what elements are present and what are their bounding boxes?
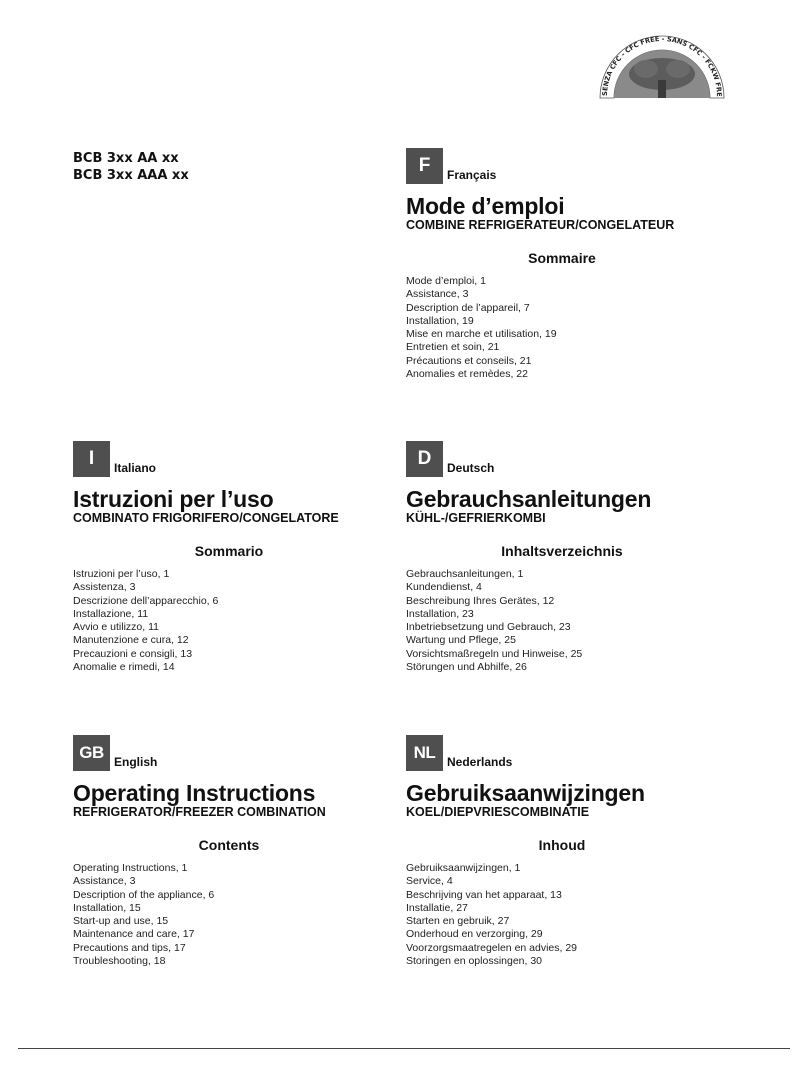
language-header — [406, 148, 746, 186]
section-italiano — [73, 441, 413, 674]
toc-item: Maintenance and care, 17 — [73, 928, 195, 941]
manual-title: Operating Instructions — [73, 780, 316, 806]
model-list — [73, 150, 189, 184]
toc-item: Installazione, 11 — [73, 607, 149, 620]
manual-title: Gebruiksaanwijzingen — [406, 780, 645, 806]
toc-item: Inbetriebsetzung und Gebrauch, 23 — [406, 621, 571, 634]
toc-item: Onderhoud en verzorging, 29 — [406, 928, 543, 941]
toc-item: Kundendienst, 4 — [406, 581, 482, 594]
language-header — [73, 735, 413, 773]
toc-item: Précautions et conseils, 21 — [406, 354, 532, 367]
toc-item: Istruzioni per l’uso, 1 — [73, 568, 170, 580]
toc-item: Precauzioni e consigli, 13 — [73, 647, 193, 660]
toc-list — [406, 568, 746, 674]
language-name: Français — [447, 168, 497, 182]
toc-item: Vorsichtsmaßregeln und Hinweise, 25 — [406, 647, 583, 660]
toc-item: Mise en marche et utilisation, 19 — [406, 328, 557, 341]
toc-item: Descrizione dell’apparecchio, 6 — [73, 594, 219, 607]
toc-item: Assistance, 3 — [406, 288, 469, 301]
product-subtitle: KÜHL-/GEFRIERKOMBI — [406, 511, 546, 525]
toc-item: Mode d’emploi, 1 — [406, 275, 486, 287]
toc-item: Storingen en oplossingen, 30 — [406, 955, 543, 968]
toc-item: Assistenza, 3 — [73, 581, 136, 594]
toc-item: Installation, 15 — [73, 901, 141, 914]
product-subtitle: COMBINATO FRIGORIFERO/CONGELATORE — [73, 511, 339, 525]
toc-list — [406, 275, 746, 381]
toc-item: Installatie, 27 — [406, 901, 468, 914]
language-name: Italiano — [114, 461, 157, 475]
language-header — [406, 735, 746, 773]
section-francais — [406, 148, 746, 381]
toc-item: Gebruiksaanwijzingen, 1 — [406, 862, 521, 874]
cfc-free-logo — [598, 32, 726, 102]
manual-title: Mode d’emploi — [406, 193, 565, 219]
language-header — [406, 441, 746, 479]
language-badge: NL — [406, 735, 443, 771]
toc-heading: Contents — [198, 837, 260, 853]
toc-item: Gebrauchsanleitungen, 1 — [406, 568, 524, 580]
section-deutsch — [406, 441, 746, 674]
toc-item: Description of the appliance, 6 — [73, 888, 215, 901]
toc-heading: Sommaire — [528, 250, 596, 266]
toc-item: Anomalies et remèdes, 22 — [406, 368, 528, 381]
toc-item: Entretien et soin, 21 — [406, 341, 500, 354]
language-header — [73, 441, 413, 479]
toc-item: Service, 4 — [406, 875, 453, 888]
language-badge: GB — [73, 735, 110, 771]
toc-item: Operating Instructions, 1 — [73, 862, 188, 874]
tree-icon — [598, 32, 726, 102]
toc-item: Anomalie e rimedi, 14 — [73, 661, 175, 674]
toc-item: Manutenzione e cura, 12 — [73, 634, 189, 647]
toc-item: Installation, 19 — [406, 314, 474, 327]
toc-heading: Inhaltsverzeichnis — [501, 543, 623, 559]
language-name: English — [114, 755, 158, 769]
language-name: Nederlands — [447, 755, 513, 769]
toc-item: Installation, 23 — [406, 607, 474, 620]
toc-item: Voorzorgsmaatregelen en advies, 29 — [406, 941, 578, 954]
manual-title: Istruzioni per l’uso — [73, 486, 274, 512]
toc-item: Description de l’appareil, 7 — [406, 301, 530, 314]
section-english — [73, 735, 413, 968]
model-line: BCB 3xx AAA xx — [73, 168, 189, 183]
logo-ring-text: SENZA CFC - CFC FREE - SANS CFC - FCKW FRE — [600, 35, 724, 97]
language-badge: D — [406, 441, 443, 477]
toc-item: Störungen und Abhilfe, 26 — [406, 661, 527, 674]
toc-list — [406, 862, 746, 968]
language-name: Deutsch — [447, 461, 495, 475]
manual-title: Gebrauchsanleitungen — [406, 486, 652, 512]
product-subtitle: KOEL/DIEPVRIESCOMBINATIE — [406, 805, 590, 819]
toc-item: Troubleshooting, 18 — [73, 955, 166, 968]
section-nederlands — [406, 735, 746, 968]
toc-item: Wartung und Pflege, 25 — [406, 634, 516, 647]
language-badge: F — [406, 148, 443, 184]
model-line: BCB 3xx AA xx — [73, 151, 179, 166]
footer-divider — [18, 1048, 790, 1049]
toc-item: Beschreibung Ihres Gerätes, 12 — [406, 594, 555, 607]
toc-item: Avvio e utilizzo, 11 — [73, 621, 159, 634]
product-subtitle: COMBINE REFRIGERATEUR/CONGELATEUR — [406, 218, 675, 232]
product-subtitle: REFRIGERATOR/FREEZER COMBINATION — [73, 805, 326, 819]
toc-item: Start-up and use, 15 — [73, 915, 169, 928]
language-badge: I — [73, 441, 110, 477]
toc-list — [73, 862, 413, 968]
toc-heading: Inhoud — [538, 837, 586, 853]
toc-item: Assistance, 3 — [73, 875, 136, 888]
toc-item: Precautions and tips, 17 — [73, 941, 186, 954]
toc-heading: Sommario — [194, 543, 264, 559]
toc-list — [73, 568, 413, 674]
toc-item: Beschrijving van het apparaat, 13 — [406, 888, 562, 901]
toc-item: Starten en gebruik, 27 — [406, 915, 510, 928]
